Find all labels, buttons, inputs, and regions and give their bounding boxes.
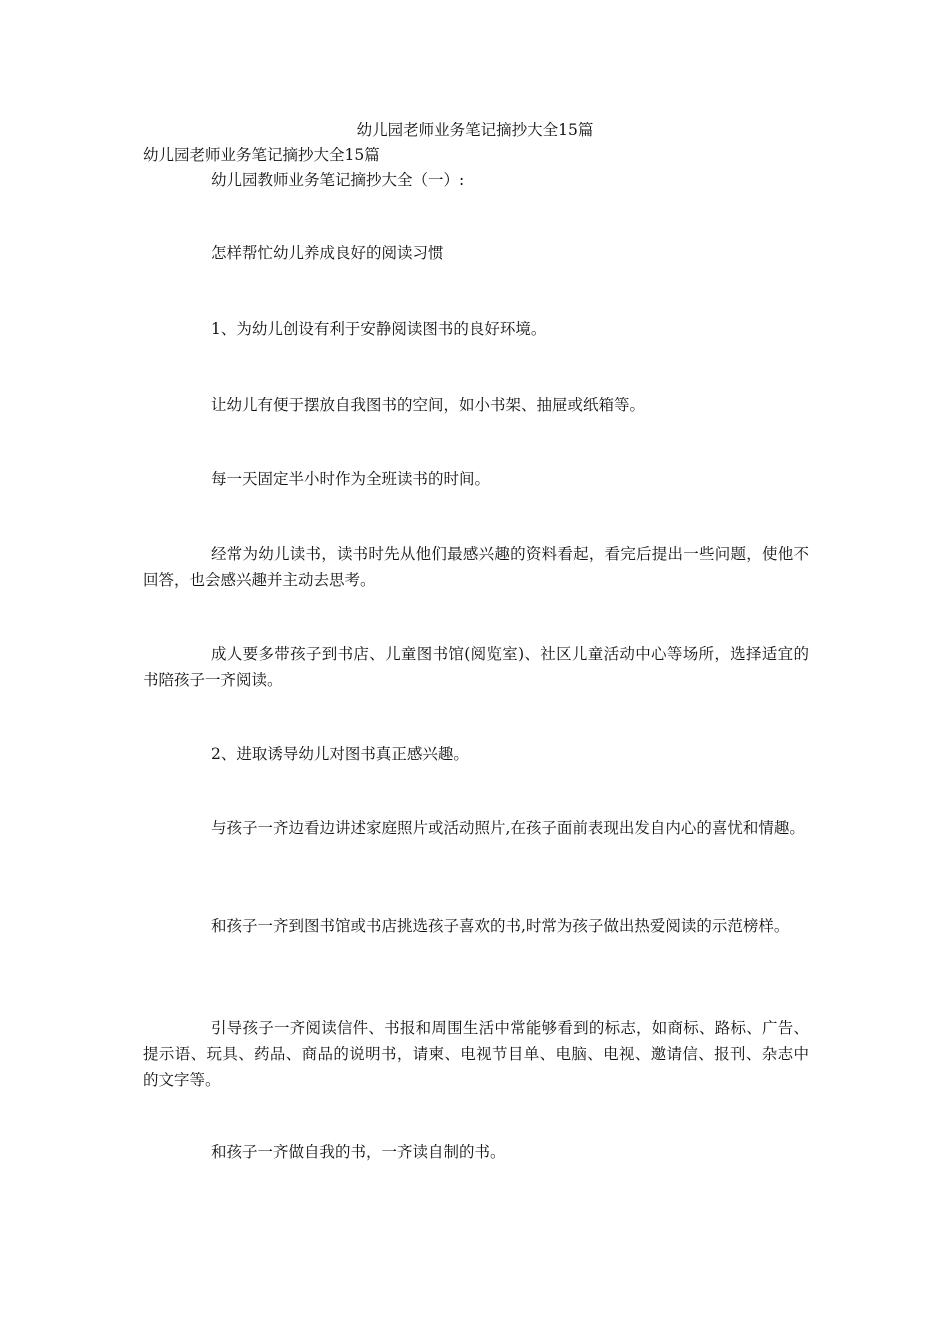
paragraph: 让幼儿有便于摆放自我图书的空间，如小书架、抽屉或纸箱等。	[211, 396, 646, 414]
paragraph: 和孩子一齐做自我的书，一齐读自制的书。	[211, 1143, 506, 1161]
paragraph: 引导孩子一齐阅读信件、书报和周围生活中常能够看到的标志，如商标、路标、广告、提示语、玩具、药品、商品的说明书，请柬、电视节目单、电脑、电视、邀请信、报刊、杂志中的文字等。	[143, 1019, 809, 1089]
section-heading: 幼儿园教师业务笔记摘抄大全（一）:	[211, 171, 465, 189]
paragraph: 和孩子一齐到图书馆或书店挑选孩子喜欢的书,时常为孩子做出热爱阅读的示范榜样。	[211, 917, 790, 935]
paragraph: 与孩子一齐边看边讲述家庭照片或活动照片,在孩子面前表现出发自内心的喜忧和情趣。	[211, 819, 805, 837]
document-title: 幼儿园老师业务笔记摘抄大全15篇	[356, 121, 594, 139]
document-subtitle: 幼儿园老师业务笔记摘抄大全15篇	[143, 146, 380, 164]
paragraph: 每一天固定半小时作为全班读书的时间。	[211, 470, 491, 488]
paragraph: 经常为幼儿读书，读书时先从他们最感兴趣的资料看起，看完后提出一些问题，使他不回答，也会感兴趣并主动去思考。	[143, 545, 809, 589]
paragraph-point-2: 2、进取诱导幼儿对图书真正感兴趣。	[211, 745, 469, 763]
paragraph-topic: 怎样帮忙幼儿养成良好的阅读习惯	[211, 244, 444, 262]
paragraph-point-1: 1、为幼儿创设有利于安静阅读图书的良好环境。	[211, 320, 547, 338]
paragraph: 成人要多带孩子到书店、儿童图书馆(阅览室)、社区儿童活动中心等场所，选择适宜的书陪孩子一齐阅读。	[143, 645, 809, 689]
